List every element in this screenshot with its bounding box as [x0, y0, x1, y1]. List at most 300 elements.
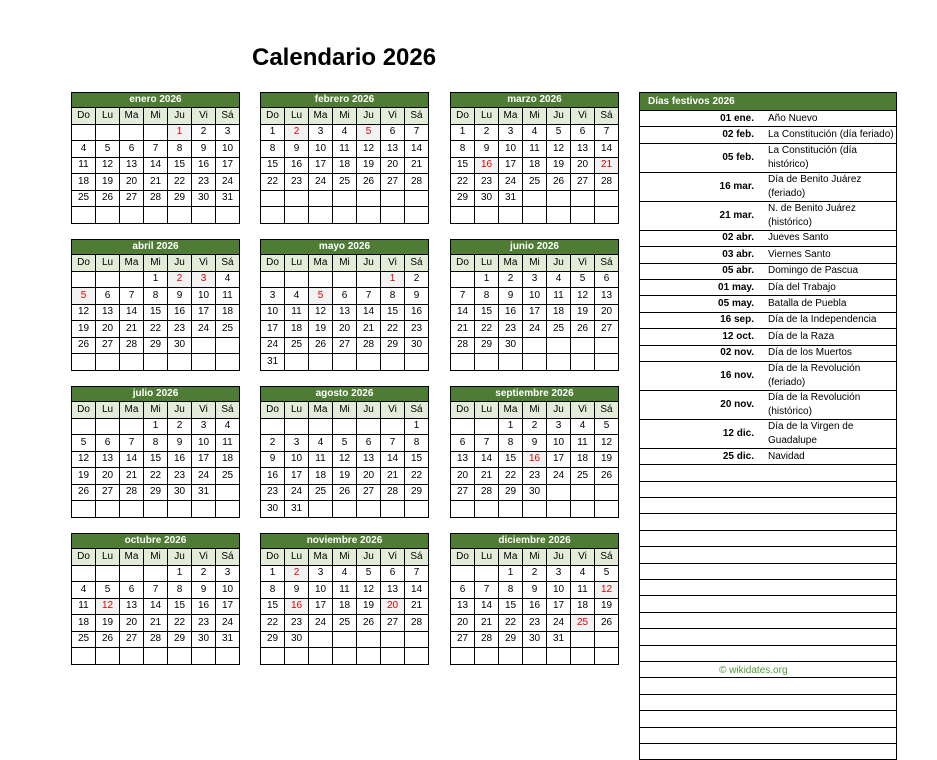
day-cell: 18 — [72, 615, 96, 632]
weekday-label: Mi — [333, 402, 357, 419]
day-cell: 28 — [120, 484, 144, 501]
holiday-date: 20 nov. — [640, 390, 769, 419]
empty-cell — [357, 648, 381, 665]
day-cell: 4 — [216, 418, 240, 435]
day-cell: 22 — [381, 321, 405, 338]
weekday-label: Do — [451, 108, 475, 125]
day-cell: 15 — [451, 157, 475, 174]
day-cell: 28 — [381, 484, 405, 501]
empty-cell — [120, 418, 144, 435]
day-cell: 19 — [357, 598, 381, 615]
day-cell: 10 — [499, 141, 523, 158]
empty-cell — [571, 207, 595, 224]
empty-cell — [333, 354, 357, 371]
day-cell: 19 — [595, 451, 619, 468]
weekday-label: Sá — [595, 549, 619, 566]
day-cell: 4 — [547, 271, 571, 288]
holiday-row — [640, 629, 897, 645]
empty-cell — [192, 337, 216, 354]
holidays-table — [639, 92, 897, 760]
empty-cell — [523, 501, 547, 518]
holiday-name — [768, 727, 897, 743]
empty-cell — [357, 271, 381, 288]
weekday-label: Sá — [216, 402, 240, 419]
empty-cell — [120, 354, 144, 371]
day-cell: 15 — [261, 157, 285, 174]
weekday-label: Do — [261, 402, 285, 419]
empty-cell — [120, 207, 144, 224]
day-cell: 14 — [475, 598, 499, 615]
day-cell: 17 — [499, 157, 523, 174]
empty-cell — [475, 501, 499, 518]
day-cell: 3 — [547, 418, 571, 435]
holiday-row — [640, 263, 897, 279]
weekday-label: Do — [451, 402, 475, 419]
day-cell: 13 — [571, 141, 595, 158]
holiday-row — [640, 345, 897, 361]
day-cell: 23 — [285, 615, 309, 632]
day-cell: 31 — [285, 501, 309, 518]
weekday-label: Vi — [381, 108, 405, 125]
holiday-name — [768, 563, 897, 579]
day-cell: 29 — [499, 631, 523, 648]
weekday-label: Ma — [309, 255, 333, 272]
holiday-name: Día de la Revolución (histórico) — [768, 390, 897, 419]
empty-cell — [309, 418, 333, 435]
day-cell: 1 — [261, 124, 285, 141]
day-cell: 6 — [357, 435, 381, 452]
empty-cell — [547, 207, 571, 224]
holiday-name — [768, 498, 897, 514]
day-cell: 20 — [571, 157, 595, 174]
weekday-label: Ma — [120, 108, 144, 125]
day-cell: 25 — [333, 615, 357, 632]
day-cell: 31 — [261, 354, 285, 371]
day-cell: 1 — [451, 124, 475, 141]
day-cell: 20 — [381, 157, 405, 174]
empty-cell — [523, 354, 547, 371]
day-cell: 16 — [192, 598, 216, 615]
day-cell: 8 — [261, 141, 285, 158]
holiday-row — [640, 361, 897, 390]
day-cell: 17 — [192, 451, 216, 468]
day-cell: 23 — [168, 321, 192, 338]
day-cell: 23 — [523, 468, 547, 485]
day-cell: 12 — [96, 157, 120, 174]
day-cell: 21 — [144, 174, 168, 191]
empty-cell — [381, 648, 405, 665]
empty-cell — [523, 190, 547, 207]
day-cell: 14 — [405, 582, 429, 599]
empty-cell — [571, 484, 595, 501]
day-cell: 3 — [309, 565, 333, 582]
day-cell: 23 — [523, 615, 547, 632]
day-cell: 15 — [475, 304, 499, 321]
weekday-label: Ma — [309, 549, 333, 566]
day-cell: 29 — [405, 484, 429, 501]
empty-cell — [595, 337, 619, 354]
day-cell: 6 — [571, 124, 595, 141]
day-cell: 17 — [309, 598, 333, 615]
empty-cell — [120, 124, 144, 141]
weekday-label: Ma — [120, 255, 144, 272]
day-cell: 14 — [451, 304, 475, 321]
day-cell: 27 — [571, 174, 595, 191]
day-cell: 22 — [451, 174, 475, 191]
holiday-day-cell: 16 — [523, 451, 547, 468]
weekday-label: Mi — [144, 549, 168, 566]
holiday-row — [640, 419, 897, 448]
day-cell: 16 — [192, 157, 216, 174]
day-cell: 19 — [595, 598, 619, 615]
day-cell: 17 — [309, 157, 333, 174]
empty-cell — [120, 565, 144, 582]
day-cell: 14 — [120, 451, 144, 468]
day-cell: 18 — [523, 157, 547, 174]
empty-cell — [547, 337, 571, 354]
day-cell: 29 — [168, 190, 192, 207]
day-cell: 13 — [357, 451, 381, 468]
empty-cell — [144, 648, 168, 665]
day-cell: 19 — [96, 174, 120, 191]
day-cell: 21 — [475, 615, 499, 632]
weekday-label: Vi — [381, 255, 405, 272]
day-cell: 9 — [168, 288, 192, 305]
weekday-label: Sá — [405, 255, 429, 272]
day-cell: 5 — [357, 565, 381, 582]
holiday-name — [768, 629, 897, 645]
holiday-name — [768, 694, 897, 710]
day-cell: 2 — [405, 271, 429, 288]
empty-cell — [451, 207, 475, 224]
holiday-date — [640, 563, 769, 579]
weekday-label: Ju — [357, 108, 381, 125]
day-cell: 17 — [216, 598, 240, 615]
empty-cell — [144, 207, 168, 224]
day-cell: 12 — [72, 304, 96, 321]
empty-cell — [261, 418, 285, 435]
day-cell: 25 — [523, 174, 547, 191]
day-cell: 31 — [192, 484, 216, 501]
holidays-header: Días festivos 2026 — [640, 93, 897, 111]
holiday-name — [768, 612, 897, 628]
holiday-row — [640, 645, 897, 661]
empty-cell — [261, 190, 285, 207]
day-cell: 15 — [499, 598, 523, 615]
day-cell: 3 — [192, 418, 216, 435]
day-cell: 1 — [499, 418, 523, 435]
empty-cell — [333, 648, 357, 665]
holiday-row — [640, 563, 897, 579]
empty-cell — [381, 631, 405, 648]
day-cell: 2 — [523, 565, 547, 582]
holiday-name: Día de la Independencia — [768, 312, 897, 328]
day-cell: 2 — [523, 418, 547, 435]
day-cell: 29 — [168, 631, 192, 648]
empty-cell — [285, 418, 309, 435]
day-cell: 8 — [168, 141, 192, 158]
weekday-label: Sá — [216, 255, 240, 272]
holiday-date: 02 feb. — [640, 127, 769, 143]
empty-cell — [168, 501, 192, 518]
weekday-label: Sá — [405, 549, 429, 566]
holiday-row — [640, 247, 897, 263]
day-cell: 14 — [357, 304, 381, 321]
day-cell: 1 — [475, 271, 499, 288]
weekday-label: Lu — [96, 402, 120, 419]
weekday-label: Sá — [216, 549, 240, 566]
holiday-date — [640, 612, 769, 628]
holiday-name — [768, 678, 897, 694]
day-cell: 31 — [499, 190, 523, 207]
day-cell: 3 — [285, 435, 309, 452]
holiday-row — [640, 514, 897, 530]
empty-cell — [595, 354, 619, 371]
day-cell: 1 — [405, 418, 429, 435]
day-cell: 9 — [523, 435, 547, 452]
day-cell: 10 — [547, 582, 571, 599]
day-cell: 3 — [216, 565, 240, 582]
day-cell: 3 — [523, 271, 547, 288]
holiday-date: 05 abr. — [640, 263, 769, 279]
day-cell: 3 — [261, 288, 285, 305]
day-cell: 7 — [357, 288, 381, 305]
month-header: septiembre 2026 — [451, 387, 619, 402]
month-calendar — [260, 386, 429, 518]
empty-cell — [475, 648, 499, 665]
day-cell: 26 — [571, 321, 595, 338]
day-cell: 12 — [357, 141, 381, 158]
day-cell: 22 — [168, 615, 192, 632]
day-cell: 21 — [144, 615, 168, 632]
day-cell: 19 — [72, 468, 96, 485]
weekday-label: Mi — [523, 108, 547, 125]
day-cell: 24 — [192, 468, 216, 485]
day-cell: 27 — [381, 174, 405, 191]
day-cell: 6 — [120, 582, 144, 599]
weekday-label: Mi — [144, 108, 168, 125]
holiday-row — [640, 329, 897, 345]
day-cell: 27 — [120, 631, 144, 648]
weekday-label: Ma — [120, 402, 144, 419]
weekday-label: Do — [261, 255, 285, 272]
weekday-label: Ju — [547, 255, 571, 272]
day-cell: 26 — [357, 174, 381, 191]
holiday-row — [640, 111, 897, 127]
day-cell: 7 — [381, 435, 405, 452]
holiday-name: Día de los Muertos — [768, 345, 897, 361]
weekday-label: Ma — [499, 108, 523, 125]
holiday-day-cell: 25 — [571, 615, 595, 632]
weekday-label: Ju — [168, 108, 192, 125]
holiday-date: 12 dic. — [640, 419, 769, 448]
holiday-date — [640, 727, 769, 743]
day-cell: 20 — [333, 321, 357, 338]
empty-cell — [357, 418, 381, 435]
day-cell: 28 — [405, 615, 429, 632]
empty-cell — [333, 631, 357, 648]
empty-cell — [309, 648, 333, 665]
empty-cell — [523, 648, 547, 665]
day-cell: 24 — [547, 468, 571, 485]
holiday-date — [640, 596, 769, 612]
holiday-row — [640, 743, 897, 759]
day-cell: 11 — [333, 141, 357, 158]
empty-cell — [309, 207, 333, 224]
day-cell: 23 — [261, 484, 285, 501]
day-cell: 15 — [405, 451, 429, 468]
weekday-label: Vi — [571, 402, 595, 419]
empty-cell — [144, 354, 168, 371]
holiday-day-cell: 5 — [357, 124, 381, 141]
day-cell: 20 — [357, 468, 381, 485]
weekday-label: Lu — [285, 255, 309, 272]
empty-cell — [192, 501, 216, 518]
day-cell: 5 — [96, 141, 120, 158]
day-cell: 21 — [120, 321, 144, 338]
day-cell: 21 — [405, 157, 429, 174]
empty-cell — [475, 565, 499, 582]
day-cell: 17 — [285, 468, 309, 485]
weekday-label: Ju — [547, 108, 571, 125]
weekday-label: Lu — [285, 549, 309, 566]
holiday-day-cell: 2 — [285, 124, 309, 141]
empty-cell — [357, 190, 381, 207]
day-cell: 20 — [120, 615, 144, 632]
empty-cell — [405, 631, 429, 648]
day-cell: 24 — [285, 484, 309, 501]
day-cell: 25 — [285, 337, 309, 354]
holiday-day-cell: 3 — [192, 271, 216, 288]
empty-cell — [120, 648, 144, 665]
weekday-label: Do — [261, 108, 285, 125]
day-cell: 16 — [499, 304, 523, 321]
holiday-row — [640, 727, 897, 743]
day-cell: 9 — [192, 582, 216, 599]
empty-cell — [72, 207, 96, 224]
footer-credit: © wikidates.org — [719, 665, 788, 676]
empty-cell — [168, 354, 192, 371]
month-header: julio 2026 — [72, 387, 240, 402]
holiday-row — [640, 390, 897, 419]
empty-cell — [357, 501, 381, 518]
day-cell: 10 — [309, 582, 333, 599]
day-cell: 25 — [72, 190, 96, 207]
empty-cell — [451, 648, 475, 665]
day-cell: 13 — [333, 304, 357, 321]
holiday-date: 02 nov. — [640, 345, 769, 361]
day-cell: 23 — [168, 468, 192, 485]
day-cell: 9 — [285, 141, 309, 158]
day-cell: 18 — [285, 321, 309, 338]
day-cell: 8 — [168, 582, 192, 599]
holiday-name — [768, 481, 897, 497]
weekday-label: Sá — [405, 402, 429, 419]
day-cell: 26 — [595, 468, 619, 485]
day-cell: 23 — [192, 174, 216, 191]
day-cell: 30 — [168, 337, 192, 354]
month-calendar — [71, 386, 240, 518]
empty-cell — [405, 354, 429, 371]
empty-cell — [309, 190, 333, 207]
day-cell: 11 — [72, 598, 96, 615]
day-cell: 3 — [547, 565, 571, 582]
empty-cell — [144, 501, 168, 518]
holiday-name — [768, 580, 897, 596]
day-cell: 28 — [475, 631, 499, 648]
weekday-label: Do — [72, 255, 96, 272]
day-cell: 8 — [144, 288, 168, 305]
day-cell: 14 — [144, 598, 168, 615]
empty-cell — [571, 648, 595, 665]
day-cell: 28 — [144, 631, 168, 648]
weekday-label: Ju — [357, 255, 381, 272]
day-cell: 7 — [144, 141, 168, 158]
weekday-label: Mi — [333, 255, 357, 272]
holiday-row — [640, 230, 897, 246]
day-cell: 28 — [595, 174, 619, 191]
holiday-day-cell: 5 — [309, 288, 333, 305]
holiday-row — [640, 678, 897, 694]
day-cell: 26 — [72, 337, 96, 354]
weekday-label: Do — [72, 108, 96, 125]
day-cell: 15 — [261, 598, 285, 615]
empty-cell — [499, 354, 523, 371]
weekday-label: Lu — [285, 402, 309, 419]
day-cell: 23 — [475, 174, 499, 191]
day-cell: 11 — [523, 141, 547, 158]
day-cell: 6 — [96, 288, 120, 305]
day-cell: 5 — [96, 582, 120, 599]
day-cell: 18 — [333, 598, 357, 615]
weekday-label: Lu — [475, 402, 499, 419]
day-cell: 30 — [523, 631, 547, 648]
month-calendar — [260, 239, 429, 371]
holiday-name — [768, 514, 897, 530]
empty-cell — [285, 207, 309, 224]
day-cell: 1 — [168, 565, 192, 582]
day-cell: 4 — [333, 124, 357, 141]
holiday-name: Batalla de Puebla — [768, 296, 897, 312]
holiday-row — [640, 530, 897, 546]
holiday-date — [640, 465, 769, 481]
day-cell: 13 — [120, 598, 144, 615]
day-cell: 19 — [96, 615, 120, 632]
holiday-row — [640, 201, 897, 230]
empty-cell — [475, 418, 499, 435]
day-cell: 4 — [72, 582, 96, 599]
day-cell: 30 — [523, 484, 547, 501]
day-cell: 24 — [547, 615, 571, 632]
day-cell: 20 — [96, 468, 120, 485]
day-cell: 2 — [261, 435, 285, 452]
day-cell: 27 — [451, 631, 475, 648]
day-cell: 16 — [285, 157, 309, 174]
weekday-label: Ju — [547, 402, 571, 419]
month-header: agosto 2026 — [261, 387, 429, 402]
holiday-name: Día del Trabajo — [768, 279, 897, 295]
day-cell: 6 — [451, 435, 475, 452]
empty-cell — [216, 354, 240, 371]
empty-cell — [96, 354, 120, 371]
holiday-date: 05 feb. — [640, 143, 769, 172]
holiday-date — [640, 481, 769, 497]
day-cell: 6 — [333, 288, 357, 305]
empty-cell — [72, 354, 96, 371]
weekday-label: Ju — [168, 549, 192, 566]
day-cell: 18 — [333, 157, 357, 174]
weekday-label: Vi — [381, 402, 405, 419]
